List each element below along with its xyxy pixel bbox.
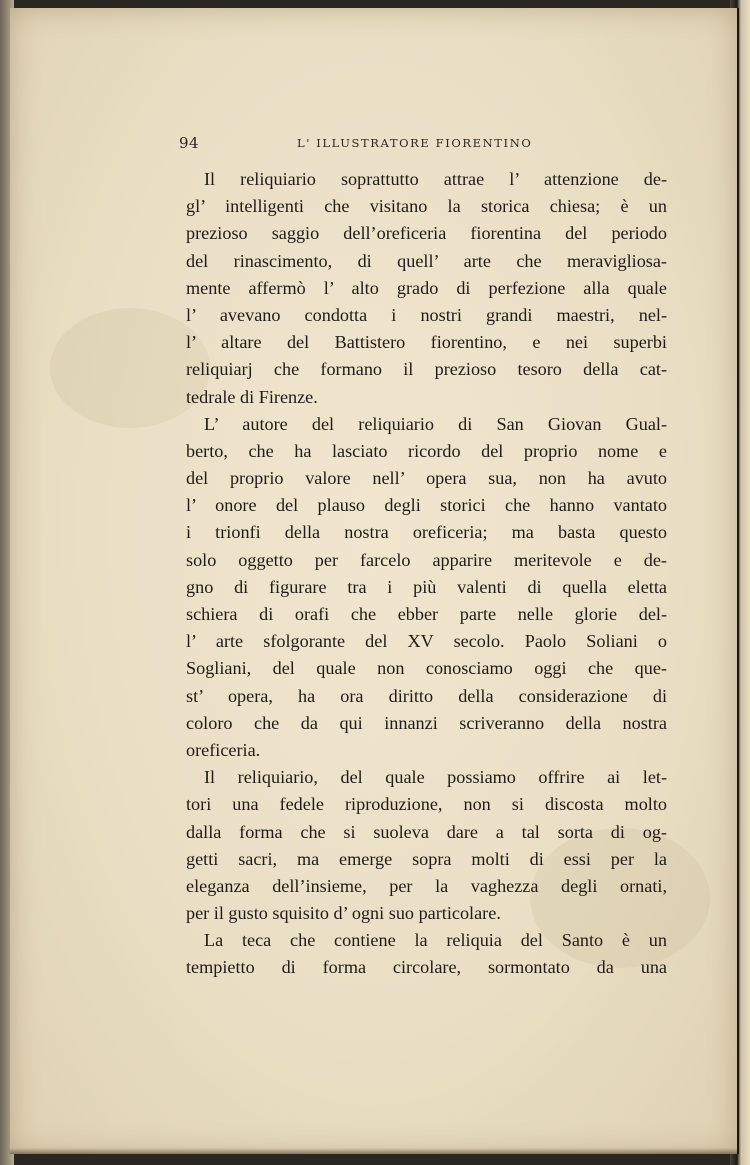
text-line: prezioso saggio dell’oreficeria fiorentina del periodo [186,223,667,244]
text-line: l’ arte sfolgorante del XV secolo. Paolo Soliani o [186,631,667,652]
body-text [186,166,667,982]
text-line: tempietto di forma circolare, sormontato da una [186,957,667,978]
text-line: l’ avevano condotta i nostri grandi maestri, nel- [186,304,667,325]
text-line: eleganza dell’insieme, per la vaghezza degli ornati, [186,875,667,896]
text-line: Sogliani, del quale non conosciamo oggi che que- [186,658,667,679]
text-line: tori una fedele riproduzione, non si discosta molto [186,794,667,815]
text-line: st’ opera, ha ora diritto della considerazione di [186,685,667,706]
text-line: coloro che da qui innanzi scriveranno della nostra [186,712,667,733]
text-line: L’ autore del reliquiario di San Giovan Gual- [204,413,667,434]
text-line: i trionfi della nostra oreficeria; ma basta questo [186,522,667,543]
text-line: getti sacri, ma emerge sopra molti di essi per la [186,848,667,869]
text-line: del rinascimento, di quell’ arte che meravigliosa- [186,250,667,271]
text-line: gl’ intelligenti che visitano la storica chiesa; è un [186,196,667,217]
text-line: solo oggetto per farcelo apparire meritevole e de- [186,549,667,570]
text-line: berto, che ha lasciato ricordo del proprio nome e [186,440,667,461]
text-line: Il reliquiario, del quale possiamo offrire ai let- [204,767,667,788]
text-line: mente affermò l’ alto grado di perfezione alla quale [186,277,667,298]
text-line: gno di figurare tra i più valenti di quella eletta [186,576,667,597]
page-number: 94 [179,134,200,152]
text-line: per il gusto squisito d’ ogni suo particolare. [186,903,501,924]
text-line: l’ altare del Battistero fiorentino, e nei superbi [186,332,667,353]
text-line: La teca che contiene la reliquia del Santo è un [204,930,667,951]
text-line: del proprio valore nell’ opera sua, non ha avuto [186,468,667,489]
text-line: schiera di orafi che ebber parte nelle glorie del- [186,604,667,624]
text-line: l’ onore del plauso degli storici che hanno vantato [186,495,667,516]
text-line: Il reliquiario soprattutto attrae l’ attenzione de- [204,169,667,189]
text-line: oreficeria. [186,739,261,760]
page-header [172,128,667,154]
text-line: dalla forma che si suoleva dare a tal sorta di og- [186,821,667,842]
text-line: tedrale di Firenze. [186,386,318,407]
text-line: reliquiarj che formano il prezioso tesoro della cat- [186,359,667,380]
running-title: L' ILLUSTRATORE FIORENTINO [297,136,533,150]
